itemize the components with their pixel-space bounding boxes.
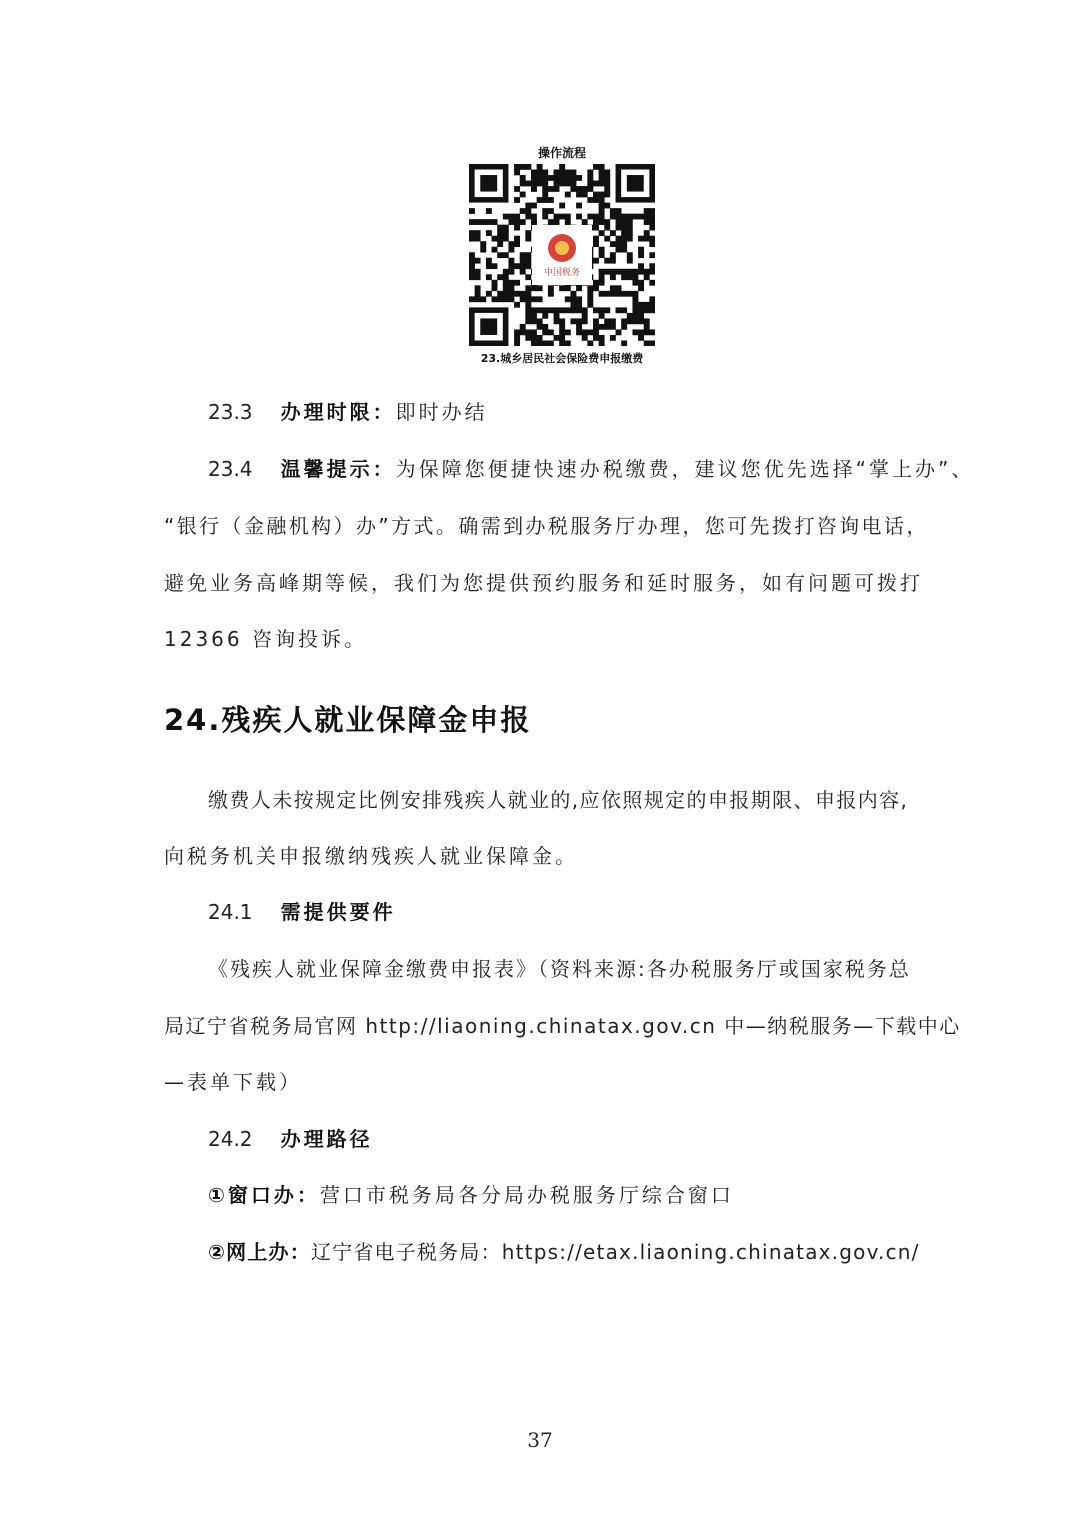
section-number: 23.4	[208, 457, 253, 481]
path-item-value: 营口市税务局各分局办税服务厅综合窗口	[319, 1183, 734, 1207]
section-23-4-line-1	[208, 455, 974, 483]
section-24-2-header	[208, 1125, 373, 1153]
qr-code-icon	[469, 164, 655, 346]
path-item-label: ①窗口办：	[208, 1183, 320, 1207]
section-24-1-line-3: —表单下载）	[164, 1070, 302, 1094]
section-23-4-line-2: “银行（金融机构）办”方式。确需到办税服务厅办理，您可先拨打咨询电话，	[164, 514, 929, 538]
path-item-value: 辽宁省电子税务局：https://etax.liaoning.chinatax.gov.cn/	[310, 1240, 920, 1264]
section-label: 办理时限：	[280, 400, 396, 424]
path-item-online	[208, 1238, 920, 1266]
section-number: 24.1	[208, 900, 253, 924]
path-item-window	[208, 1181, 734, 1209]
section-23-3	[208, 398, 488, 426]
section-24-intro-line-2: 向税务机关申报缴纳残疾人就业保障金。	[164, 844, 578, 868]
section-24-intro-line-1: 缴费人未按规定比例安排残疾人就业的,应依照规定的申报期限、申报内容,	[208, 788, 909, 812]
qr-code-block	[462, 144, 662, 366]
path-item-label: ②网上办：	[208, 1240, 311, 1264]
tax-logo-text: 中国税务	[543, 268, 581, 278]
qr-bottom-caption: 23.城乡居民社会保险费申报缴费	[480, 352, 644, 365]
section-label: 需提供要件	[280, 900, 396, 924]
section-label: 温馨提示：	[280, 457, 396, 481]
section-value: 即时办结	[395, 400, 488, 424]
section-24-1-line-1: 《残疾人就业保障金缴费申报表》（资料来源:各办税服务厅或国家税务总	[208, 957, 911, 981]
section-number: 24.2	[208, 1127, 253, 1151]
section-number: 23.3	[208, 400, 253, 424]
section-23-4-line-4: 12366 咨询投诉。	[164, 627, 367, 651]
section-24-1-header	[208, 898, 396, 926]
page-number: 37	[527, 1428, 553, 1452]
section-24-1-line-2: 局辽宁省税务局官网 http://liaoning.chinatax.gov.cn 中—纳税服务—下载中心	[164, 1014, 961, 1038]
paragraph-text: 为保障您便捷快速办税缴费，建议您优先选择“掌上办”、	[395, 457, 975, 481]
section-24-heading: 24.残疾人就业保障金申报	[164, 703, 532, 737]
section-23-4-line-3: 避免业务高峰期等候，我们为您提供预约服务和延时服务，如有问题可拨打	[164, 571, 923, 595]
section-label: 办理路径	[280, 1127, 373, 1151]
qr-top-caption: 操作流程	[537, 146, 586, 160]
